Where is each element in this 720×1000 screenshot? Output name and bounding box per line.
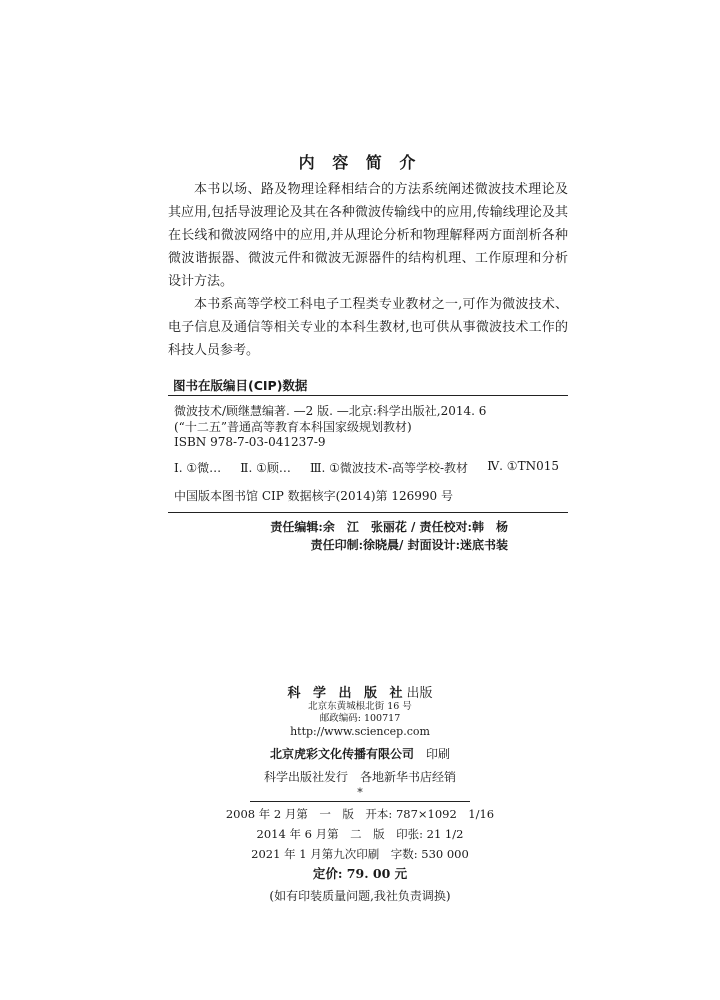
colophon	[0, 682, 720, 906]
summary-title: 内 容 简 介	[298, 153, 422, 172]
edition-row-2: 2014 年 6 月第 二 版 印张: 21 1/2	[256, 827, 464, 841]
divider-line	[250, 801, 470, 802]
publisher-postcode: 邮政编码: 100717	[319, 713, 401, 724]
publisher-url: http://www.sciencep.com	[290, 725, 430, 738]
cip-class-2: Ⅱ. ①顾…	[240, 461, 291, 475]
publisher-line	[0, 682, 720, 701]
summary-paragraph-2: 本书系高等学校工科电子工程类专业教材之一,可作为微波技术、电子信息及通信等相关专业的本科生教材,也可供从事微波技术工作的科技人员参考。	[168, 297, 568, 358]
cip-class-1: Ⅰ. ①微…	[174, 461, 222, 475]
printer-suffix: 印刷	[426, 747, 451, 761]
publisher-suffix: 出版	[406, 686, 433, 701]
cip-catalog-number: 中国版本图书馆 CIP 数据核字(2014)第 126990 号	[174, 489, 453, 503]
cip-classification	[174, 459, 559, 476]
quality-note: (如有印装质量问题,我社负责调换)	[269, 889, 451, 903]
editor-credits-line-2: 责任印制:徐晓晨/ 封面设计:迷底书装	[310, 538, 508, 552]
cip-data-box	[168, 395, 568, 513]
summary-body	[168, 178, 568, 362]
printer-name: 北京虎彩文化传播有限公司	[269, 747, 414, 761]
separator-star: *	[357, 786, 363, 799]
cip-isbn: ISBN 978-7-03-041237-9	[174, 435, 326, 449]
summary-paragraph-1: 本书以场、路及物理诠释相结合的方法系统阐述微波技术理论及其应用,包括导波理论及其在各种微波传输线中的应用,传输线理论及其在长线和微波网络中的应用,并从理论分析和物理解释两方面剖析各种微波谐振器、微波元件和微波无源器件的结构机理、工作原理和分析设计方法。	[168, 182, 568, 289]
cip-class-4: Ⅳ. ①TN015	[487, 459, 559, 473]
editor-credits	[270, 518, 508, 554]
editor-credits-line-1: 责任编辑:余 江 张丽花 / 责任校对:韩 杨	[270, 520, 508, 534]
cip-heading: 图书在版编目(CIP)数据	[173, 378, 308, 393]
edition-row-1: 2008 年 2 月第 一 版 开本: 787×1092 1/16	[225, 807, 495, 821]
publisher-address: 北京东黄城根北街 16 号	[308, 701, 412, 712]
price: 定价: 79. 00 元	[312, 866, 408, 881]
cip-class-3: Ⅲ. ①微波技术-高等学校-教材	[309, 461, 469, 475]
publisher-name: 科 学 出 版 社	[287, 686, 407, 701]
cip-title-line: 微波技术/顾继慧编著. —2 版. —北京:科学出版社,2014. 6	[174, 404, 487, 418]
distribution-line: 科学出版社发行 各地新华书店经销	[263, 770, 456, 784]
edition-row-3: 2021 年 1 月第九次印刷 字数: 530 000	[251, 847, 469, 861]
cip-series-line: (“十二五”普通高等教育本科国家级规划教材)	[174, 420, 412, 434]
printer-line	[0, 745, 720, 762]
edition-info	[0, 804, 720, 864]
